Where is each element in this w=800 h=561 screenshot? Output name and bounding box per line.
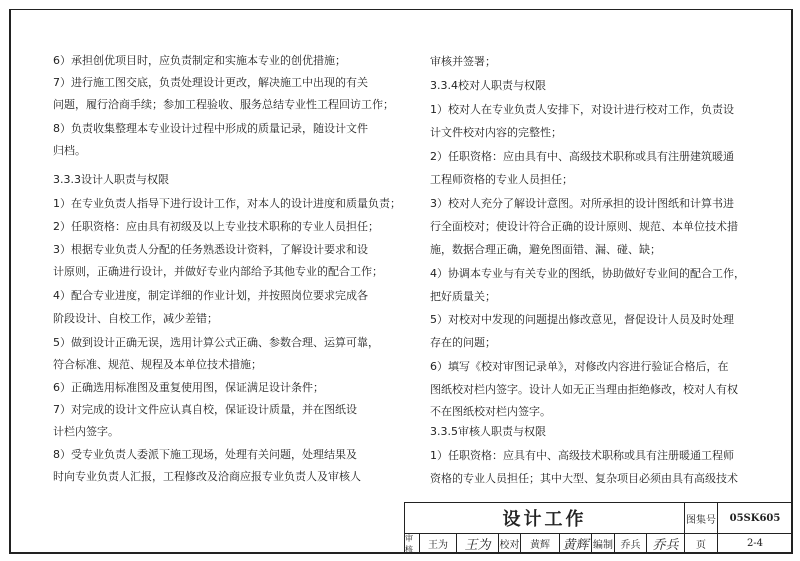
text-line: 8）负责收集整理本专业设计过程中形成的质量记录，随设计文件 [53, 122, 368, 135]
text-line: 1）校对人在专业负责人安排下，对设计进行校对工作，负责设 [430, 103, 734, 116]
text-line: 2）任职资格：应由具有中、高级技术职称或具有注册建筑暖通 [430, 150, 734, 163]
text-line: 审核并签署； [430, 55, 496, 68]
text-line: 4）配合专业进度，制定详细的作业计划，并按照岗位要求完成各 [53, 289, 368, 302]
page-label: 页 [685, 534, 718, 553]
text-line: 归档。 [53, 144, 86, 157]
text-line: 计原则，正确进行设计，并做好专业内部给予其他专业的配合工作； [53, 265, 383, 278]
text-line: 6）填写《校对审图记录单》，对修改内容进行验证合格后，在 [430, 360, 729, 373]
reviewer-signature: 王为 [457, 534, 499, 553]
text-line: 不在图纸校对栏内签字。 [430, 405, 551, 418]
text-line: 3）根据专业负责人分配的任务熟悉设计资料，了解设计要求和设 [53, 243, 368, 256]
editor-signature: 乔兵 [647, 534, 685, 553]
atlas-number: 05SK605 [718, 503, 792, 534]
reviewer-name: 王为 [420, 534, 457, 553]
text-line: 问题，履行洽商手续；参加工程验收、服务总结专业性工程回访工作； [53, 98, 394, 111]
text-line: 6）正确选用标准图及重复使用图，保证满足设计条件； [53, 381, 324, 394]
check-label: 校对 [499, 534, 521, 553]
text-line: 资格的专业人员担任；其中大型、复杂项目必须由具有高级技术 [430, 472, 738, 485]
text-line: 阶段设计、自校工作，减少差错； [53, 312, 218, 325]
section-heading: 3.3.5审核人职责与权限 [430, 425, 546, 438]
edit-label: 编制 [592, 534, 615, 553]
checker-name: 黄辉 [521, 534, 560, 553]
editor-name: 乔兵 [615, 534, 647, 553]
text-line: 1）任职资格：应具有中、高级技术职称或具有注册暖通工程师 [430, 449, 734, 462]
text-line: 计栏内签字。 [53, 425, 119, 438]
text-line: 8）受专业负责人委派下施工现场，处理有关问题，处理结果及 [53, 448, 357, 461]
text-line: 3）校对人充分了解设计意图。对所承担的设计图纸和计算书进 [430, 197, 734, 210]
text-line: 时向专业负责人汇报，工程修改及洽商应报专业负责人及审核人 [53, 470, 361, 483]
text-line: 存在的问题； [430, 336, 496, 349]
page-number: 2-4 [746, 538, 764, 549]
title-block [404, 502, 792, 553]
text-line: 7）对完成的设计文件应认真自校，保证设计质量，并在图纸设 [53, 403, 357, 416]
text-line: 施，数据合理正确，避免图面错、漏、碰、缺； [430, 243, 661, 256]
text-line: 7）进行施工图交底，负责处理设计更改，解决施工中出现的有关 [53, 76, 368, 89]
text-line: 计文件校对内容的完整性； [430, 126, 562, 139]
text-line: 符合标准、规范、规程及本单位技术措施； [53, 358, 262, 371]
text-line: 6）承担创优项目时，应负责制定和实施本专业的创优措施； [53, 54, 346, 67]
text-line: 2）任职资格：应由具有初级及以上专业技术职称的专业人员担任； [53, 220, 379, 233]
review-label: 审核 [405, 534, 420, 553]
text-line: 图纸校对栏内签字。设计人如无正当理由拒绝修改，校对人有权 [430, 383, 738, 396]
text-line: 工程师资格的专业人员担任； [430, 173, 573, 186]
text-line: 把好质量关； [430, 290, 496, 303]
text-line: 5）对校对中发现的问题提出修改意见，督促设计人员及时处理 [430, 313, 734, 326]
checker-signature: 黄辉 [560, 534, 592, 553]
text-line: 行全面校对；使设计符合正确的设计原则、规范、本单位技术措 [430, 220, 738, 233]
text-line: 4）协调本专业与有关专业的图纸，协助做好专业间的配合工作， [430, 267, 745, 280]
section-heading: 3.3.3设计人职责与权限 [53, 173, 169, 186]
section-heading: 3.3.4校对人职责与权限 [430, 79, 546, 92]
atlas-label: 图集号 [685, 503, 718, 534]
drawing-title: 设计工作 [405, 503, 685, 534]
text-line: 1）在专业负责人指导下进行设计工作，对本人的设计进度和质量负责； [53, 197, 401, 210]
text-line: 5）做到设计正确无误，选用计算公式正确、参数合理、运算可靠， [53, 336, 379, 349]
